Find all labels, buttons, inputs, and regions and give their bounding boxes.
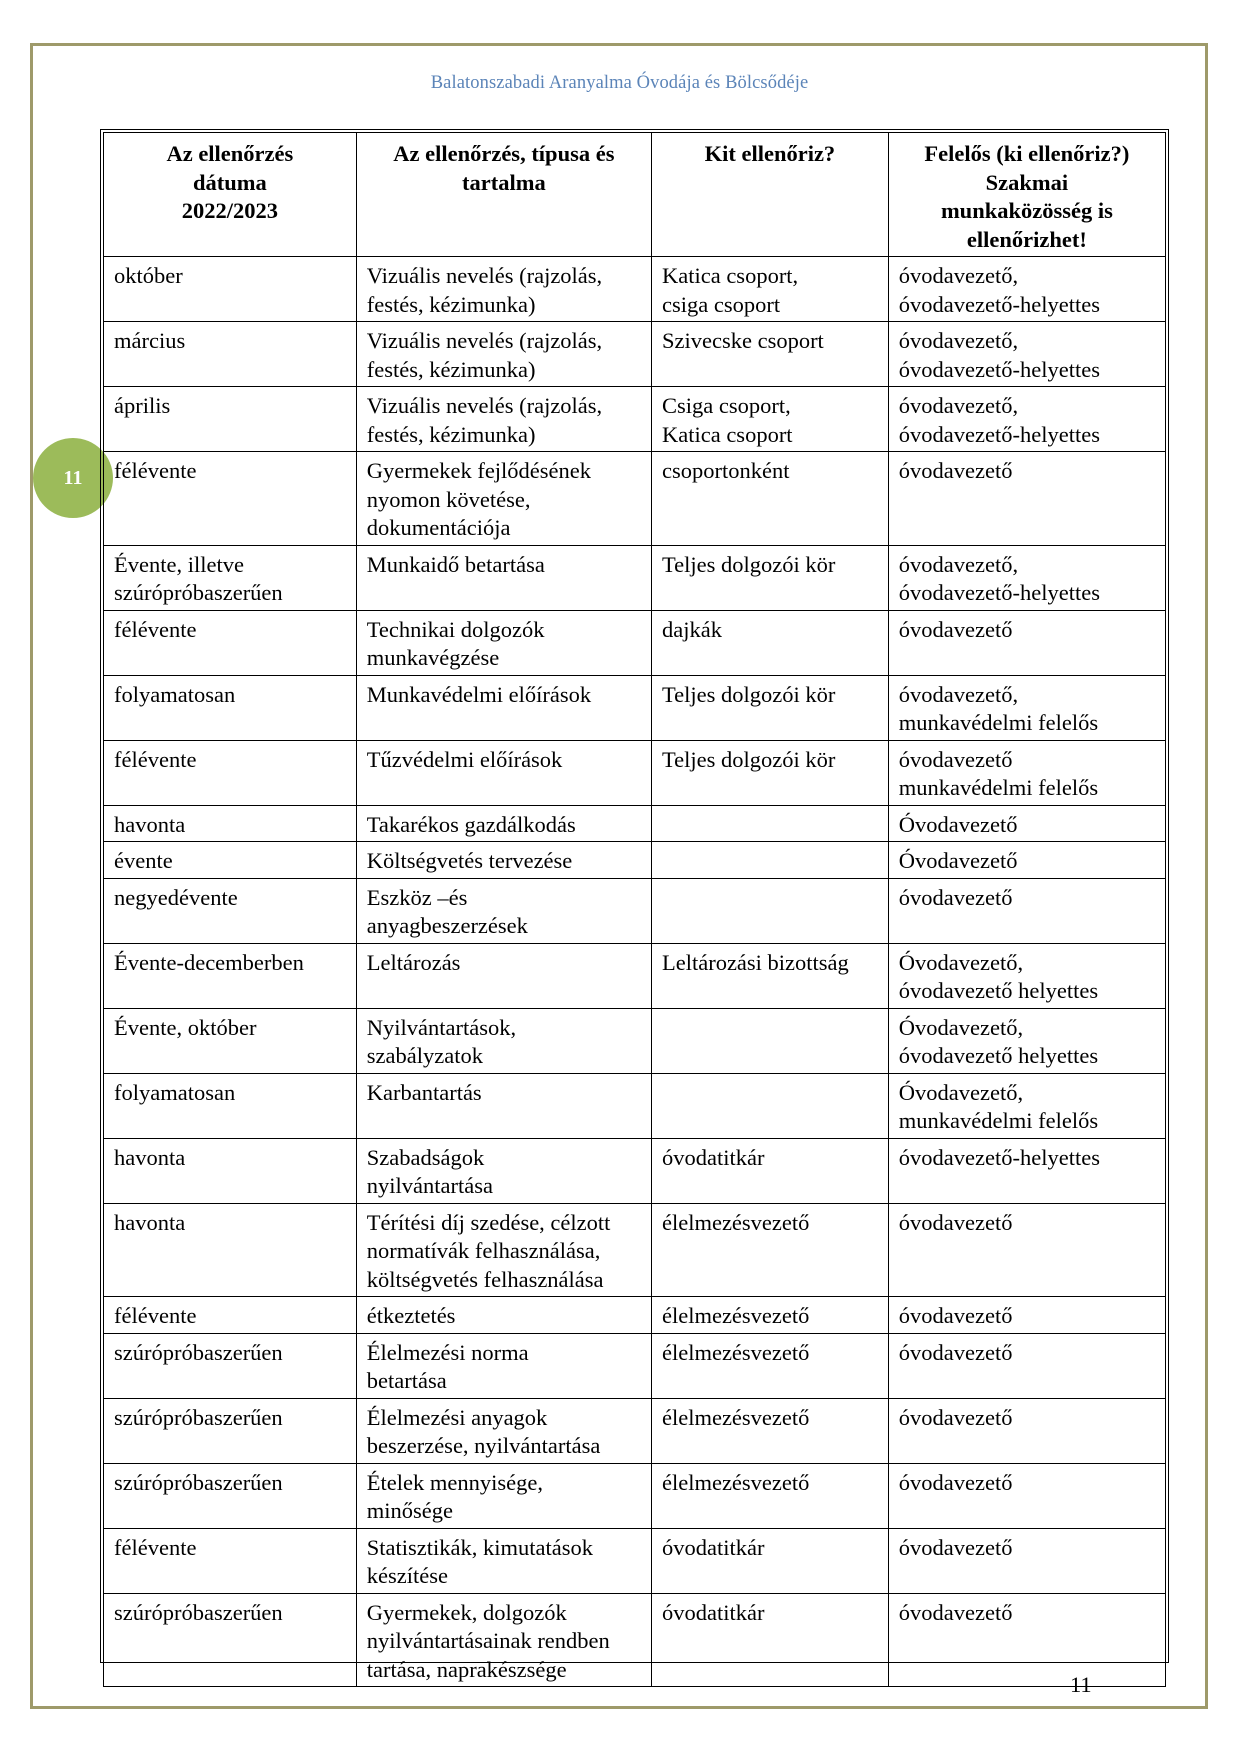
cell-date: Évente, illetve szúrópróbaszerűen (104, 545, 357, 610)
inspection-table-wrapper (100, 129, 1169, 1682)
table-row (104, 1008, 1166, 1073)
cell-responsible: óvodavezető (888, 1333, 1165, 1398)
cell-responsible: óvodavezető (888, 1593, 1165, 1687)
table-row (104, 322, 1166, 387)
cell-responsible: óvodavezető (888, 1398, 1165, 1463)
cell-responsible: óvodavezető (888, 452, 1165, 546)
column-header-type: Az ellenőrzés, típusa és tartalma (356, 133, 651, 257)
cell-responsible: óvodavezető (888, 878, 1165, 943)
cell-type: Takarékos gazdálkodás (356, 805, 651, 842)
cell-type: Gyermekek fejlődésének nyomon követése, dokumentációja (356, 452, 651, 546)
cell-responsible: Óvodavezető, munkavédelmi felelős (888, 1073, 1165, 1138)
table-row (104, 1073, 1166, 1138)
cell-type: Ételek mennyisége, minősége (356, 1463, 651, 1528)
cell-responsible: óvodavezető (888, 1203, 1165, 1297)
cell-target (651, 1073, 888, 1138)
table-row (104, 1528, 1166, 1593)
cell-type: Szabadságok nyilvántartása (356, 1138, 651, 1203)
cell-type: Vizuális nevelés (rajzolás, festés, kézimunka) (356, 322, 651, 387)
page-number: 11 (1070, 1672, 1092, 1697)
cell-date: folyamatosan (104, 1073, 357, 1138)
column-header-responsible: Felelős (ki ellenőriz?) Szakmai munkaközösség is ellenőrizhet! (888, 133, 1165, 257)
table-row (104, 1398, 1166, 1463)
table-row (104, 452, 1166, 546)
cell-type: étkeztetés (356, 1297, 651, 1334)
cell-target: óvodatitkár (651, 1593, 888, 1687)
cell-target (651, 1008, 888, 1073)
table-body (104, 257, 1166, 1687)
cell-type: Eszköz –és anyagbeszerzések (356, 878, 651, 943)
table-row (104, 1297, 1166, 1334)
cell-responsible: Óvodavezető, óvodavezető helyettes (888, 943, 1165, 1008)
cell-type: Gyermekek, dolgozók nyilvántartásainak rendben tartása, naprakészsége (356, 1593, 651, 1687)
cell-date: havonta (104, 805, 357, 842)
cell-target: csoportonként (651, 452, 888, 546)
table-row (104, 943, 1166, 1008)
cell-target (651, 842, 888, 879)
cell-date: folyamatosan (104, 675, 357, 740)
cell-date: szúrópróbaszerűen (104, 1398, 357, 1463)
cell-target: Leltározási bizottság (651, 943, 888, 1008)
cell-date: szúrópróbaszerűen (104, 1333, 357, 1398)
cell-date: évente (104, 842, 357, 879)
table-row (104, 610, 1166, 675)
cell-type: Térítési díj szedése, célzott normatívák felhasználása, költségvetés felhasználása (356, 1203, 651, 1297)
cell-responsible: óvodavezető, óvodavezető-helyettes (888, 387, 1165, 452)
cell-type: Költségvetés tervezése (356, 842, 651, 879)
table-header-row (104, 133, 1166, 257)
page-number-badge: 11 (33, 438, 113, 518)
cell-type: Tűzvédelmi előírások (356, 740, 651, 805)
inspection-schedule-table (103, 132, 1166, 1687)
cell-responsible: Óvodavezető (888, 842, 1165, 879)
cell-date: félévente (104, 610, 357, 675)
cell-responsible: óvodavezető (888, 1463, 1165, 1528)
cell-type: Vizuális nevelés (rajzolás, festés, kézimunka) (356, 257, 651, 322)
table-row (104, 257, 1166, 322)
table-row (104, 1203, 1166, 1297)
cell-responsible: óvodavezető, munkavédelmi felelős (888, 675, 1165, 740)
cell-type: Vizuális nevelés (rajzolás, festés, kézimunka) (356, 387, 651, 452)
cell-date: április (104, 387, 357, 452)
cell-type: Nyilvántartások, szabályzatok (356, 1008, 651, 1073)
cell-type: Technikai dolgozók munkavégzése (356, 610, 651, 675)
cell-responsible: óvodavezető (888, 1297, 1165, 1334)
table-row (104, 1138, 1166, 1203)
cell-target: óvodatitkár (651, 1138, 888, 1203)
table-row (104, 740, 1166, 805)
table-row (104, 1333, 1166, 1398)
cell-date: félévente (104, 452, 357, 546)
cell-target: Teljes dolgozói kör (651, 675, 888, 740)
cell-date: negyedévente (104, 878, 357, 943)
cell-type: Élelmezési norma betartása (356, 1333, 651, 1398)
cell-responsible: Óvodavezető, óvodavezető helyettes (888, 1008, 1165, 1073)
cell-date: szúrópróbaszerűen (104, 1593, 357, 1687)
table-row (104, 545, 1166, 610)
cell-type: Leltározás (356, 943, 651, 1008)
cell-target: Szivecske csoport (651, 322, 888, 387)
cell-responsible: óvodavezető-helyettes (888, 1138, 1165, 1203)
cell-target (651, 805, 888, 842)
cell-responsible: óvodavezető (888, 1528, 1165, 1593)
cell-type: Munkavédelmi előírások (356, 675, 651, 740)
table-row (104, 805, 1166, 842)
cell-target: óvodatitkár (651, 1528, 888, 1593)
cell-target (651, 878, 888, 943)
cell-type: Élelmezési anyagok beszerzése, nyilvántartása (356, 1398, 651, 1463)
cell-target: Katica csoport, csiga csoport (651, 257, 888, 322)
table-row (104, 675, 1166, 740)
cell-date: Évente, október (104, 1008, 357, 1073)
cell-target: élelmezésvezető (651, 1297, 888, 1334)
cell-date: március (104, 322, 357, 387)
cell-date: félévente (104, 740, 357, 805)
cell-type: Statisztikák, kimutatások készítése (356, 1528, 651, 1593)
cell-target: élelmezésvezető (651, 1333, 888, 1398)
column-header-target: Kit ellenőriz? (651, 133, 888, 257)
table-row (104, 1593, 1166, 1687)
table-row (104, 387, 1166, 452)
cell-target: Teljes dolgozói kör (651, 545, 888, 610)
cell-target: élelmezésvezető (651, 1203, 888, 1297)
cell-target: dajkák (651, 610, 888, 675)
cell-responsible: Óvodavezető (888, 805, 1165, 842)
cell-target: élelmezésvezető (651, 1398, 888, 1463)
cell-responsible: óvodavezető, óvodavezető-helyettes (888, 257, 1165, 322)
cell-type: Munkaidő betartása (356, 545, 651, 610)
cell-date: félévente (104, 1297, 357, 1334)
table-row (104, 842, 1166, 879)
document-header: Balatonszabadi Aranyalma Óvodája és Bölcsődéje (430, 73, 809, 93)
cell-date: Évente-decemberben (104, 943, 357, 1008)
cell-responsible: óvodavezető (888, 610, 1165, 675)
cell-date: szúrópróbaszerűen (104, 1463, 357, 1528)
column-header-date: Az ellenőrzés dátuma 2022/2023 (104, 133, 357, 257)
cell-responsible: óvodavezető munkavédelmi felelős (888, 740, 1165, 805)
cell-responsible: óvodavezető, óvodavezető-helyettes (888, 545, 1165, 610)
cell-date: havonta (104, 1203, 357, 1297)
cell-date: október (104, 257, 357, 322)
table-row (104, 878, 1166, 943)
cell-type: Karbantartás (356, 1073, 651, 1138)
cell-responsible: óvodavezető, óvodavezető-helyettes (888, 322, 1165, 387)
cell-target: Csiga csoport, Katica csoport (651, 387, 888, 452)
table-row (104, 1463, 1166, 1528)
cell-date: havonta (104, 1138, 357, 1203)
cell-target: Teljes dolgozói kör (651, 740, 888, 805)
cell-date: félévente (104, 1528, 357, 1593)
cell-target: élelmezésvezető (651, 1463, 888, 1528)
